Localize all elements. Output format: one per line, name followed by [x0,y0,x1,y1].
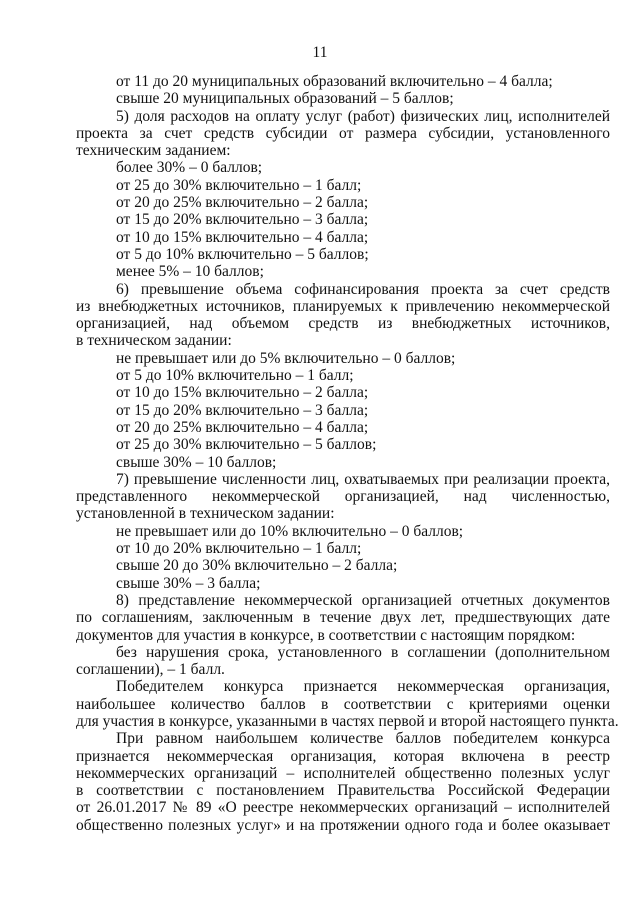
text-line: от 10 до 15% включительно – 4 балла; [116,228,369,246]
text-line: признается некоммерческая организация, которая включена в реестр [76,747,610,765]
text-line: из внебюджетных источников, планируемых к привлечению некоммерческой [76,297,610,315]
text-line: от 20 до 25% включительно – 2 балла; [116,194,369,212]
text-line: по соглашениям, заключенным в течение двух лет, предшествующих дате [76,609,610,627]
text-line: 5) доля расходов на оплату услуг (работ) физических лиц, исполнителей [116,107,610,125]
text-line: техническим заданием: [76,142,231,160]
text-line: свыше 30% – 10 баллов; [116,453,277,471]
text-line: представленного некоммерческой организацией, над численностью, [76,488,610,506]
text-line: в соответствии с постановлением Правительства Российской Федерации [76,782,610,800]
text-line: от 10 до 15% включительно – 2 балла; [116,384,369,402]
text-line: соглашении), – 1 балл. [76,661,225,679]
text-line: для участия в конкурсе, указанными в частях первой и второй настоящего пункта. [76,712,619,730]
text-line: общественно полезных услуг» и на протяжении одного года и более оказывает [76,816,610,834]
text-line: менее 5% – 10 баллов; [116,263,264,281]
text-line: свыше 20 муниципальных образований – 5 баллов; [116,90,454,108]
text-line: от 26.01.2017 № 89 «О реестре некоммерческих организаций – исполнителей [76,799,610,817]
text-line: 8) представление некоммерческой организацией отчетных документов [116,591,610,609]
text-line: от 5 до 10% включительно – 5 баллов; [116,245,369,263]
page-number: 11 [312,44,328,61]
text-line: не превышает или до 10% включительно – 0 баллов; [116,522,464,540]
text-line: 7) превышение численности лиц, охватываемых при реализации проекта, [116,470,610,488]
text-line: от 15 до 20% включительно – 3 балла; [116,211,369,229]
text-line: Победителем конкурса признается некоммерческая организация, [116,678,610,696]
text-line: без нарушения срока, установленного в соглашении (дополнительном [116,643,610,661]
text-line: 6) превышение объема софинансирования проекта за счет средств [116,280,610,298]
text-line: от 11 до 20 муниципальных образований включительно – 4 балла; [116,73,553,90]
text-line: от 25 до 30% включительно – 5 баллов; [116,436,377,454]
text-line: от 25 до 30% включительно – 1 балл; [116,176,362,194]
text-line: документов для участия в конкурсе, в соответствии с настоящим порядком: [76,626,576,644]
text-line: наибольшее количество баллов в соответствии с критериями оценки [76,695,610,713]
document-body [76,73,619,834]
text-line: в техническом задании: [76,332,232,350]
text-line: организацией, над объемом средств из внебюджетных источников, [76,315,610,333]
text-line: от 10 до 20% включительно – 1 балл; [116,540,362,558]
text-line: от 15 до 20% включительно – 3 балла; [116,401,369,419]
text-line: от 5 до 10% включительно – 1 балл; [116,367,354,385]
text-line: некоммерческих организаций – исполнителей общественно полезных услуг [76,764,610,782]
text-line: свыше 20 до 30% включительно – 2 балла; [116,557,398,575]
text-line: проекта за счет средств субсидии от размера субсидии, установленного [76,124,610,142]
text-line: установленной в техническом задании: [76,505,335,523]
text-line: не превышает или до 5% включительно – 0 баллов; [116,349,456,367]
text-line: При равном наибольшем количестве баллов победителем конкурса [116,730,610,748]
text-line: от 20 до 25% включительно – 4 балла; [116,418,369,436]
text-line: свыше 30% – 3 балла; [116,574,261,592]
text-line: более 30% – 0 баллов; [116,159,263,177]
